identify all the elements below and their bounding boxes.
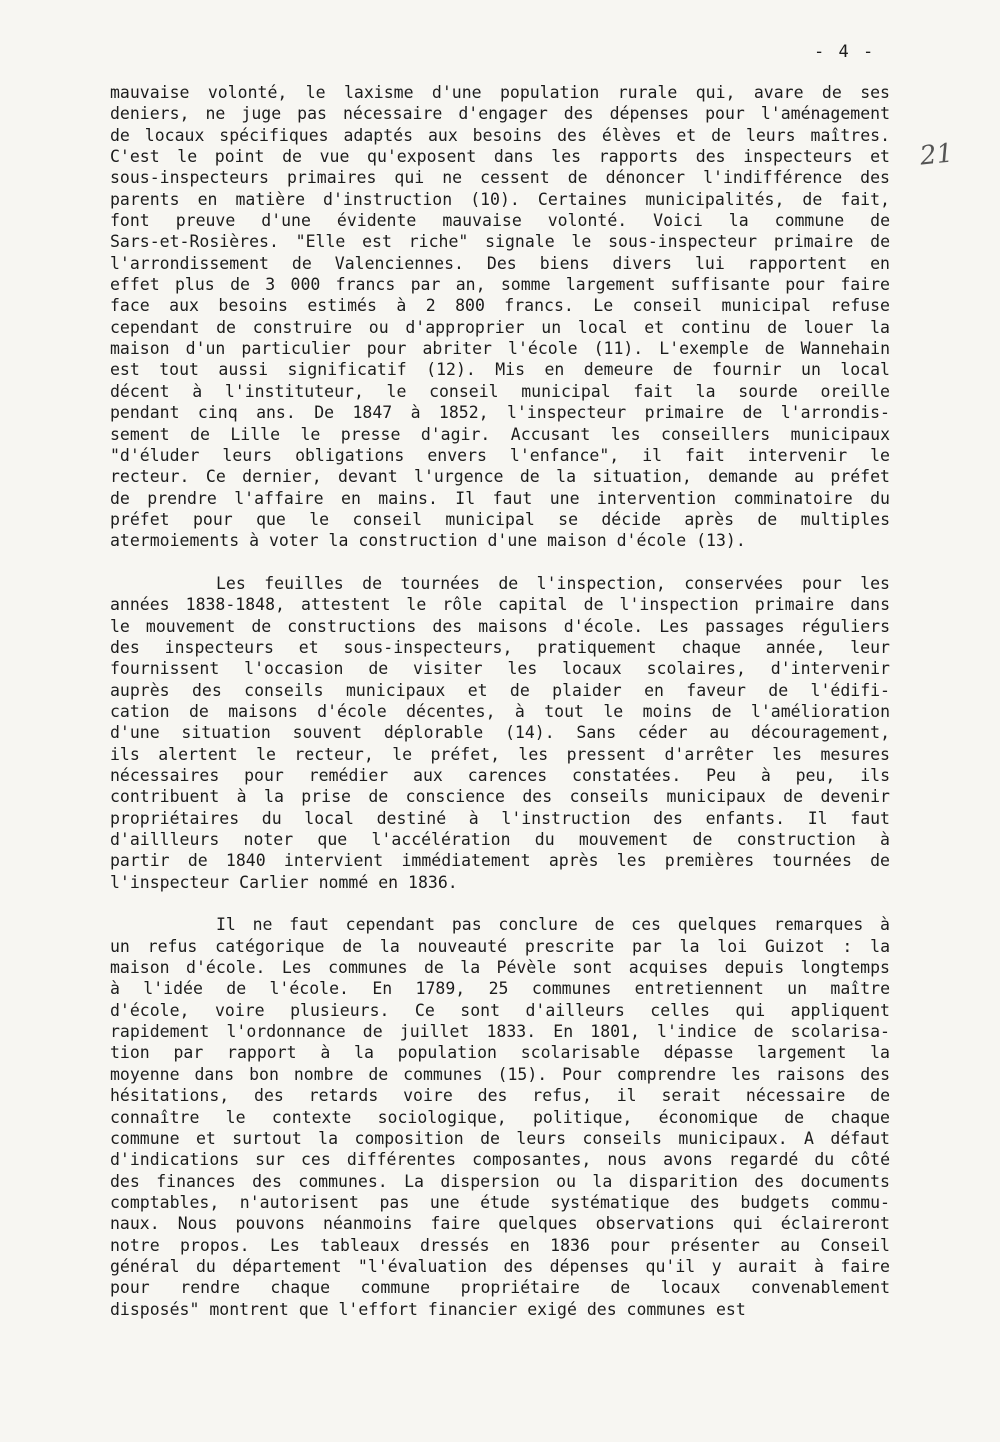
text-line: "d'éluder leurs obligations envers l'enfance", il fait intervenir le xyxy=(110,445,890,465)
paragraph xyxy=(110,573,890,893)
text-line: l'inspecteur Carlier nommé en 1836. xyxy=(110,872,458,892)
text-line: de prendre l'affaire en mains. Il faut une intervention comminatoire du xyxy=(110,488,890,508)
text-line: d'indications sur ces différentes composantes, nous avons regardé du côté xyxy=(110,1150,890,1170)
text-line: face aux besoins estimés à 2 800 francs. Le conseil municipal refuse xyxy=(110,296,890,316)
text-line: d'école, voire plusieurs. Ce sont d'ailleurs celles qui appliquent xyxy=(110,1000,890,1020)
text-line: de locaux spécifiques adaptés aux besoins des élèves et de leurs maîtres. xyxy=(110,125,890,145)
text-line: cependant de construire ou d'approprier un local et continu de louer la xyxy=(110,317,890,337)
text-line: connaître le contexte sociologique, politique, économique de chaque xyxy=(110,1107,890,1127)
text-line: contribuent à la prise de conscience des conseils municipaux de devenir xyxy=(110,787,890,807)
typescript-body xyxy=(110,82,890,1320)
text-line: d'une situation souvent déplorable (14). Sans céder au découragement, xyxy=(110,723,890,743)
paragraph-gap xyxy=(110,552,890,573)
paragraph xyxy=(110,914,890,1320)
text-line: Il ne faut cependant pas conclure de ces quelques remarques à xyxy=(216,915,890,935)
text-line: propriétaires du local destiné à l'instruction des enfants. Il faut xyxy=(110,808,890,828)
text-line: partir de 1840 intervient immédiatement après les premières tournées de xyxy=(110,851,890,871)
text-line: Sars-et-Rosières. "Elle est riche" signale le sous-inspecteur primaire de xyxy=(110,232,890,252)
text-line: général du département "l'évaluation des dépenses qu'il y aurait à faire xyxy=(110,1256,890,1276)
text-line: moyenne dans bon nombre de communes (15). Pour comprendre les raisons des xyxy=(110,1064,890,1084)
text-line: sous-inspecteurs primaires qui ne cessent de dénoncer l'indifférence des xyxy=(110,168,890,188)
text-line: l'arrondissement de Valenciennes. Des biens divers lui rapportent en xyxy=(110,253,890,273)
text-line: ils alertent le recteur, le préfet, les pressent d'arrêter les mesures xyxy=(110,744,890,764)
text-line: commune et surtout la composition de leurs conseils municipaux. A défaut xyxy=(110,1128,890,1148)
text-line: comptables, n'autorisent pas une étude systématique des budgets commu- xyxy=(110,1192,890,1212)
text-line: deniers, ne juge pas nécessaire d'engager des dépenses pour l'aménagement xyxy=(110,104,890,124)
text-line: décent à l'instituteur, le conseil municipal fait la sourde oreille xyxy=(110,381,890,401)
text-line: préfet pour que le conseil municipal se décide après de multiples xyxy=(110,509,890,529)
text-line: fournissent l'occasion de visiter les locaux scolaires, d'intervenir xyxy=(110,659,890,679)
text-line: C'est le point de vue qu'exposent dans les rapports des inspecteurs et xyxy=(110,147,890,167)
margin-note: 21 xyxy=(918,138,955,172)
page-number: - 4 - xyxy=(814,42,876,62)
text-line: des inspecteurs et sous-inspecteurs, pratiquement chaque année, leur xyxy=(110,637,890,657)
paragraph xyxy=(110,82,890,552)
text-line: mauvaise volonté, le laxisme d'une population rurale qui, avare de ses xyxy=(110,83,890,102)
text-line: tion par rapport à la population scolarisable dépasse largement la xyxy=(110,1043,890,1063)
text-line: auprès des conseils municipaux et de plaider en faveur de l'édifi- xyxy=(110,680,890,700)
paragraph-gap xyxy=(110,893,890,914)
text-line: pour rendre chaque commune propriétaire de locaux convenablement xyxy=(110,1278,890,1298)
text-line: disposés" montrent que l'effort financier exigé des communes est xyxy=(110,1299,746,1319)
text-line: à l'idée de l'école. En 1789, 25 communes entretiennent un maître xyxy=(110,979,890,999)
text-line: parents en matière d'instruction (10). Certaines municipalités, de fait, xyxy=(110,189,890,209)
text-line: effet plus de 3 000 francs par an, somme largement suffisante pour faire xyxy=(110,275,890,295)
text-line: le mouvement de constructions des maisons d'école. Les passages réguliers xyxy=(110,616,890,636)
text-line: atermoiements à voter la construction d'une maison d'école (13). xyxy=(110,531,746,551)
text-line: hésitations, des retards voire des refus, il serait nécessaire de xyxy=(110,1086,890,1106)
text-line: sement de Lille le presse d'agir. Accusant les conseillers municipaux xyxy=(110,424,890,444)
text-line: d'aillleurs noter que l'accélération du mouvement de construction à xyxy=(110,830,890,850)
text-line: cation de maisons d'école décentes, à tout le moins de l'amélioration xyxy=(110,701,890,721)
text-line: maison d'un particulier pour abriter l'école (11). L'exemple de Wannehain xyxy=(110,339,890,359)
text-line: notre propos. Les tableaux dressés en 1836 pour présenter au Conseil xyxy=(110,1235,890,1255)
text-line: font preuve d'une évidente mauvaise volonté. Voici la commune de xyxy=(110,211,890,231)
text-line: un refus catégorique de la nouveauté prescrite par la loi Guizot : la xyxy=(110,936,890,956)
text-line: pendant cinq ans. De 1847 à 1852, l'inspecteur primaire de l'arrondis- xyxy=(110,403,890,423)
text-line: Les feuilles de tournées de l'inspection, conservées pour les xyxy=(216,573,890,593)
text-line: est tout aussi significatif (12). Mis en demeure de fournir un local xyxy=(110,360,890,380)
text-line: années 1838-1848, attestent le rôle capital de l'inspection primaire dans xyxy=(110,595,890,615)
text-line: naux. Nous pouvons néanmoins faire quelques observations qui éclaireront xyxy=(110,1214,890,1234)
text-line: rapidement l'ordonnance de juillet 1833. En 1801, l'indice de scolarisa- xyxy=(110,1022,890,1042)
text-line: des finances des communes. La dispersion ou la disparition des documents xyxy=(110,1171,890,1191)
text-line: maison d'école. Les communes de la Pévèle sont acquises depuis longtemps xyxy=(110,958,890,978)
text-line: recteur. Ce dernier, devant l'urgence de la situation, demande au préfet xyxy=(110,467,890,487)
text-line: nécessaires pour remédier aux carences constatées. Peu à peu, ils xyxy=(110,766,890,785)
